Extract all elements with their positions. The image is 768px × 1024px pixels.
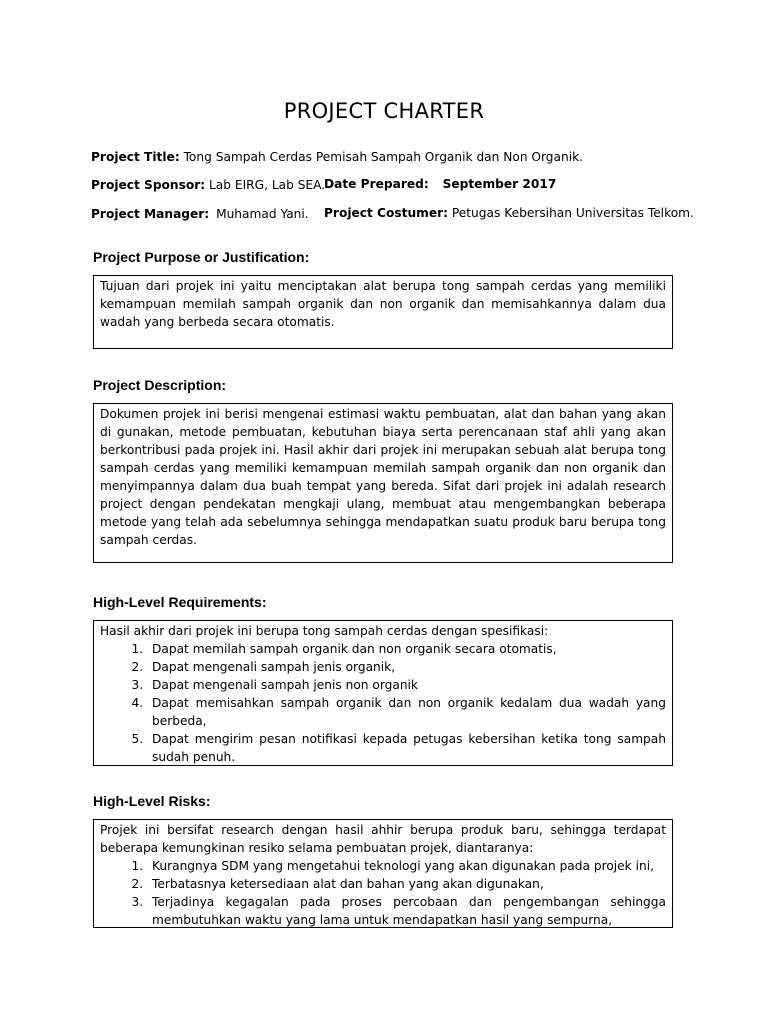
page-title: PROJECT CHARTER: [283, 99, 485, 123]
requirements-list: [100, 640, 666, 766]
project-title-row: [91, 149, 583, 165]
project-sponsor-value: Lab EIRG, Lab SEA.: [209, 178, 326, 192]
requirements-heading: High-Level Requirements:: [93, 594, 267, 610]
project-customer-value: Petugas Kebersihan Universitas Telkom.: [451, 206, 694, 220]
project-manager-row: [91, 206, 309, 222]
purpose-box: [93, 275, 673, 349]
project-sponsor-row: [91, 177, 325, 193]
description-text: Dokumen projek ini berisi mengenai estimasi waktu pembuatan, alat dan bahan yang akan di gunakan, metode pembuatan, kebutuhan biaya serta perencanaan staf ahli yang akan berkontribusi pada projek ini. Hasil akhir dari projek ini merupakan sebuah alat berupa tong sampah cerdas yang memiliki kemampuan memilah sampah organik dan non organik dan menyimpannya dalam dua buah tempat yang bereda. Sifat dari projek ini adalah research project dengan pendekatan mengkaji ulang, membuat atau mengembangkan beberapa metode yang telah ada sebelumnya sehingga mendapatkan suatu produk baru berupa tong sampah cerdas.: [100, 407, 666, 547]
project-manager-label: Project Manager:: [91, 207, 210, 221]
date-prepared-row: [324, 176, 556, 192]
project-title-value: Tong Sampah Cerdas Pemisah Sampah Organik dan Non Organik.: [183, 150, 584, 164]
project-manager-value: Muhamad Yani.: [216, 207, 309, 221]
purpose-text: Tujuan dari projek ini yaitu menciptakan alat berupa tong sampah cerdas yang memiliki kemampuan memilah sampah organik dan non organik dan memisahkannya dalam dua wadah yang berbeda secara otomatis.: [100, 279, 666, 329]
requirements-intro: Hasil akhir dari projek ini berupa tong sampah cerdas dengan spesifikasi:: [100, 624, 549, 638]
project-title-label: Project Title:: [91, 150, 180, 164]
risks-intro: Projek ini bersifat research dengan hasil ahhir berupa produk baru, sehingga terdapat beberapa kemungkinan resiko selama pembuatan projek, diantaranya:: [100, 823, 666, 855]
list-item: 3. Dapat mengenali sampah jenis non organik: [147, 676, 666, 694]
purpose-heading: Project Purpose or Justification:: [93, 249, 310, 265]
description-heading: Project Description:: [93, 377, 227, 393]
risks-box: [93, 819, 673, 928]
date-prepared-label: Date Prepared:: [324, 177, 429, 191]
list-item: 1. Dapat memilah sampah organik dan non organik secara otomatis,: [147, 640, 666, 658]
list-item: 2. Dapat mengenali sampah jenis organik,: [147, 658, 666, 676]
list-item: 4. Dapat memisahkan sampah organik dan non organik kedalam dua wadah yang berbeda,: [147, 694, 666, 730]
requirements-box: [93, 620, 673, 766]
project-customer-label: Project Costumer:: [324, 206, 448, 220]
project-sponsor-label: Project Sponsor:: [91, 178, 206, 192]
list-item: 1. Kurangnya SDM yang mengetahui teknologi yang akan digunakan pada projek ini,: [147, 857, 666, 875]
description-box: [93, 403, 673, 563]
list-item: 5. Dapat mengirim pesan notifikasi kepada petugas kebersihan ketika tong sampah sudah penuh.: [147, 730, 666, 766]
project-customer-row: [324, 205, 694, 221]
list-item: 2. Terbatasnya ketersediaan alat dan bahan yang akan digunakan,: [147, 875, 666, 893]
date-prepared-value: September 2017: [442, 177, 557, 191]
risks-heading: High-Level Risks:: [93, 793, 211, 809]
list-item: 3. Terjadinya kegagalan pada proses percobaan dan pengembangan sehingga membutuhkan waktu yang lama untuk mendapatkan hasil yang sempurna,: [147, 893, 666, 928]
risks-list: [100, 857, 666, 928]
